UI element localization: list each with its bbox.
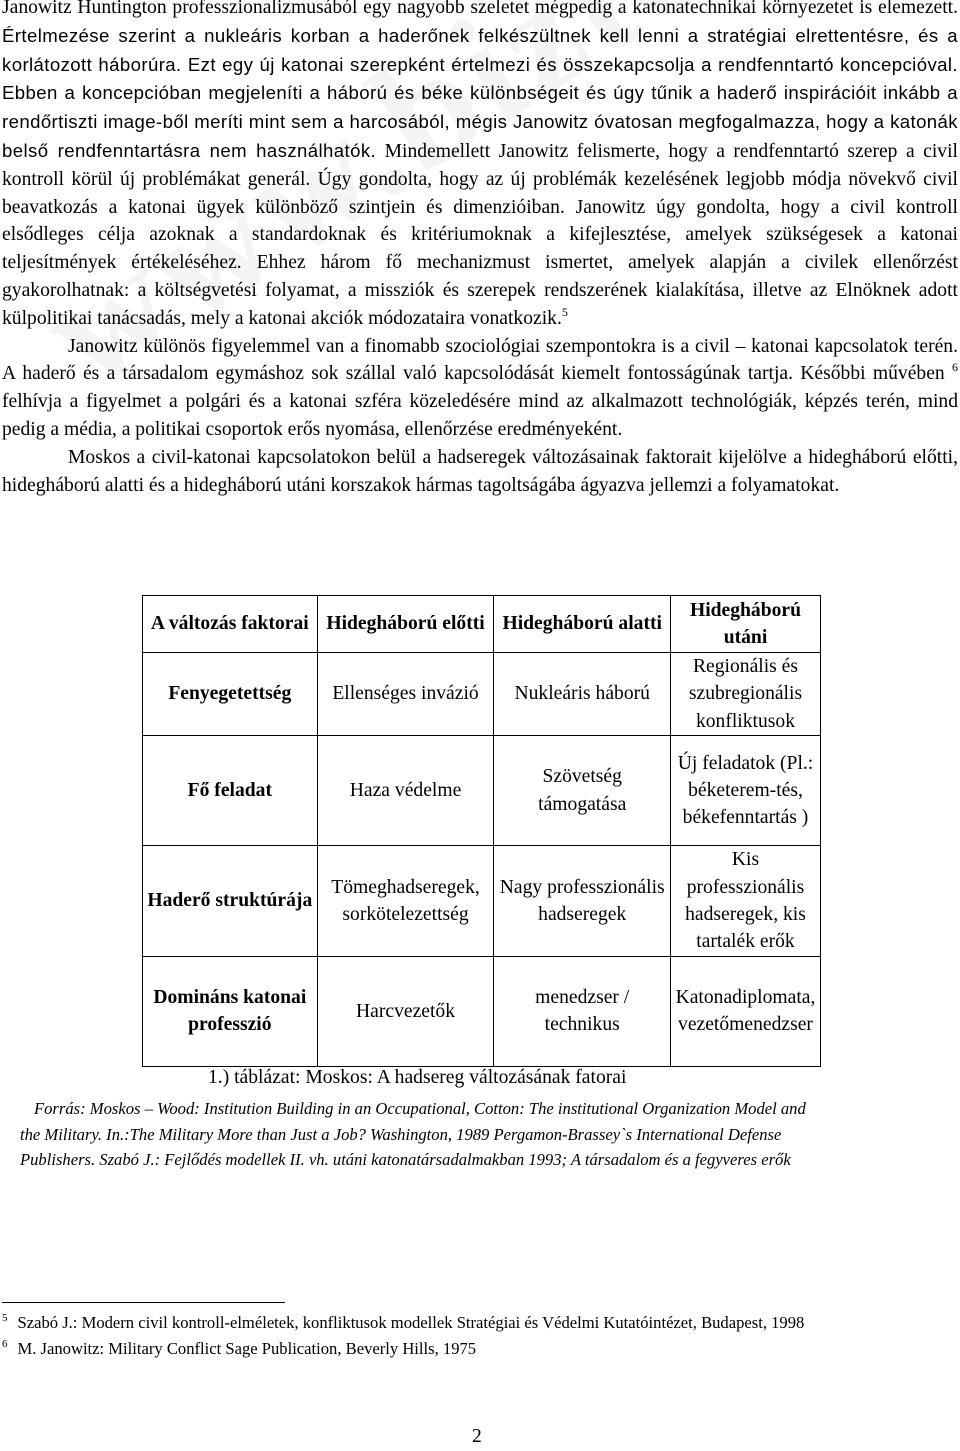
paragraph-1-sans: Értelmezése szerint a nukleáris korban a haderőnek felkészültnek kell lenni a stratégiai elrettentésre, és a korlátozott háborúra. Ezt egy új katonai szerepként értelmezi és összekapcsolja a rendfenntartó koncepcióval. bbox=[2, 24, 958, 75]
paragraph-2-start: Janowitz különös figyelemmel van a finomabb szociológiai szempontokra is a civil – katonai kapcsolatok terén. A haderő és a társadalom egymáshoz sok szállal való kapcsolódását kiemelt fontosságúnak tartja. Későbbi művében bbox=[2, 335, 958, 385]
table-cell: Nukleáris háború bbox=[494, 653, 671, 736]
footnotes bbox=[2, 1310, 958, 1361]
footnote-separator bbox=[2, 1302, 285, 1303]
page-number: 2 bbox=[472, 1426, 482, 1447]
footnote-ref-6: 6 bbox=[952, 360, 958, 375]
header-pre-cold-war: Hidegháború előtti bbox=[317, 596, 494, 653]
footnote-mark: 5 bbox=[2, 1312, 8, 1324]
table-cell: Nagy professzionális hadseregek bbox=[494, 846, 671, 957]
table-row bbox=[143, 956, 821, 1066]
paragraph-3: Moskos a civil-katonai kapcsolatokon belül a hadseregek változásainak faktorait kijelölve a hidegháború előtti, hidegháború alatti és a hidegháború utáni korszakok hármas tagoltságába ágyazva jellemzi a folyamatokat. bbox=[2, 446, 958, 496]
table-cell: Ellenséges invázió bbox=[317, 653, 494, 736]
paragraph-1-concept: Ebben a koncepcióban megjeleníti a háború és béke különbségeit és úgy tűnik a haderő inspirációit inkább a rendőrtiszti image-ből meríti mint sem a harcosából, mégis Janowitz óvatosan megfogalmazza, hogy a katonák belső rendfenntartásra nem használhatók. bbox=[2, 82, 958, 161]
table-caption: 1.) táblázat: Moskos: A hadsereg változásának fatorai bbox=[208, 1067, 627, 1088]
table-row bbox=[143, 653, 821, 736]
body-text bbox=[2, 0, 958, 499]
row-label-threat: Fenyegetettség bbox=[143, 653, 318, 736]
table-cell: Kis professzionális hadseregek, kis tartalék erők bbox=[670, 846, 820, 957]
row-label-main-task: Fő feladat bbox=[143, 736, 318, 846]
source-line-3: Publishers. Szabó J.: Fejlődés modellek II. vh. utáni katonatársadalmakban 1993; A társadalom és a fegyveres erők bbox=[20, 1150, 791, 1169]
paragraph-1 bbox=[2, 0, 958, 333]
header-post-cold-war: Hidegháború utáni bbox=[670, 596, 820, 653]
paragraph-2 bbox=[2, 333, 958, 444]
row-label-dominant-profession: Domináns katonai professzió bbox=[143, 956, 318, 1066]
paragraph-2-end: felhívja a figyelmet a polgári és a katonai szféra közeledésére mind az alkalmazott technológiák, képzés terén, mind pedig a média, a politikai csoportok erős nyomása, ellenőrzése eredményeként. bbox=[2, 391, 958, 440]
table-cell: Katonadiplomata, vezetőmenedzser bbox=[670, 956, 820, 1066]
footnote-6 bbox=[2, 1336, 958, 1362]
table-cell: Harcvezetők bbox=[317, 956, 494, 1066]
source-line-2: the Military. In.:The Military More than Just a Job? Washington, 1989 Pergamon-Brassey`s International Defense bbox=[20, 1124, 782, 1144]
header-factors: A változás faktorai bbox=[143, 596, 318, 653]
footnote-text: Szabó J.: Modern civil kontroll-elméletek, konfliktusok modellek Stratégiai és Védelmi Kutatóintézet, Budapest, 1998 bbox=[17, 1313, 805, 1332]
paragraph-1-control: Mindemellett Janowitz felismerte, hogy a rendfenntartó szerep a civil kontroll körül új problémákat generál. Úgy gondolta, hogy az új problémák kezelésének legjobb módja növekvő civil beavatkozás a katonai ügyek különböző szintjein és dimenzióiban. Janowitz úgy gondolta, hogy a civil kontroll elsődleges célja azoknak a standardoknak és kritériumoknak a kifejlesztése, amelyek szükségesek a katonai teljesítmények értékeléséhez. Ehhez három fő mechanizmust ismertet, amelyek alapján a civilek ellenőrzést gyakorolhatnak: a költségvetési folyamat, a missziók és szerepek rendszerének kialakítása, illetve az Elnöknek adott külpolitikai tanácsadás, mely a katonai akciók módozataira vonatkozik. bbox=[2, 140, 958, 329]
table-cell: Tömeghadseregek, sorkötelezettség bbox=[317, 846, 494, 957]
header-cold-war: Hidegháború alatti bbox=[494, 596, 671, 653]
footnote-ref-5: 5 bbox=[561, 304, 568, 319]
footnote-text: M. Janowitz: Military Conflict Sage Publication, Beverly Hills, 1975 bbox=[17, 1338, 477, 1358]
table-cell: menedzser / technikus bbox=[494, 956, 671, 1066]
source-line-1: Forrás: Moskos – Wood: Institution Building in an Occupational, Cotton: The institutional Organization Model and bbox=[34, 1099, 806, 1118]
table-header-row bbox=[143, 596, 821, 653]
row-label-force-structure: Haderő struktúrája bbox=[143, 846, 318, 957]
table-source bbox=[20, 1096, 958, 1173]
table-cell: Regionális és szubregionális konfliktusok bbox=[670, 653, 820, 736]
footnote-mark: 6 bbox=[2, 1337, 8, 1350]
table-cell: Új feladatok (Pl.: béketerem-tés, békefenntartás ) bbox=[670, 736, 820, 846]
paragraph-1-intro: Janowitz Huntington professzionalizmusából egy nagyobb szeletet mégpedig a katonatechnikai környezetet is elemezett. bbox=[2, 0, 958, 18]
moskos-table bbox=[142, 595, 821, 1067]
table-cell: Szövetség támogatása bbox=[494, 736, 671, 846]
table-row bbox=[143, 846, 821, 957]
table-row bbox=[143, 736, 821, 846]
table-cell: Haza védelme bbox=[317, 736, 494, 846]
footnote-5 bbox=[2, 1310, 958, 1336]
